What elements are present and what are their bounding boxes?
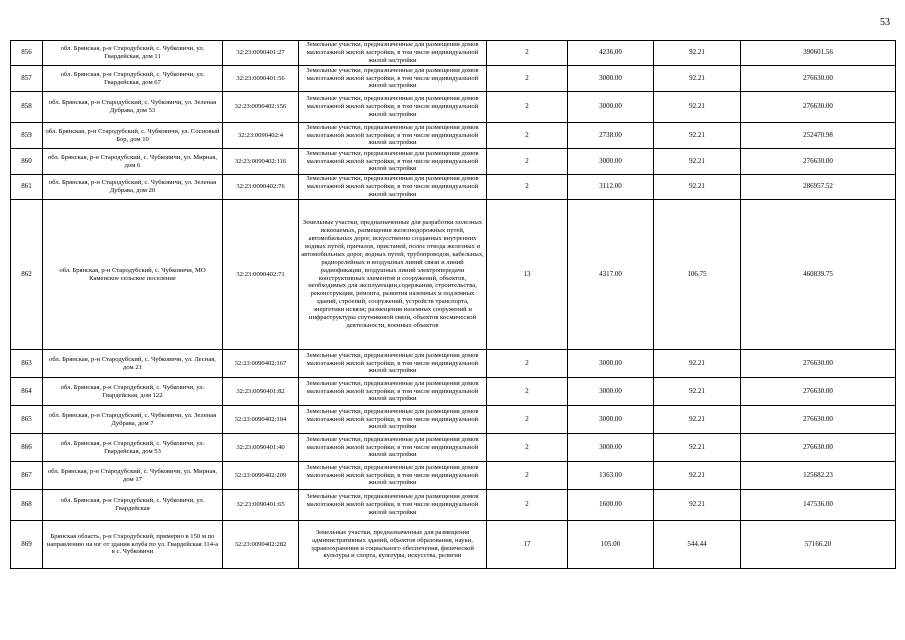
land-use-cell: Земельные участки, предназначенные для размещения домов малоэтажной жилой застройки, в том числе индивидуальной жилой застройки	[299, 350, 487, 378]
use-code-cell: 2	[487, 92, 568, 123]
use-code-cell: 2	[487, 149, 568, 175]
cadastral-value-cell: 147536.00	[741, 490, 896, 521]
land-use-cell: Земельные участки, предназначенные для размещения домов малоэтажной жилой застройки, в том числе индивидуальной жилой застройки	[299, 149, 487, 175]
cadastral-number-cell: 32:23:0090402:4	[223, 123, 299, 149]
cadastral-value-cell: 390601.56	[741, 41, 896, 66]
table-row	[11, 92, 896, 123]
row-number: 862	[11, 200, 43, 350]
page-number: 53	[880, 17, 890, 28]
land-use-cell: Земельные участки, предназначенные для размещения домов малоэтажной жилой застройки, в том числе индивидуальной жилой застройки	[299, 41, 487, 66]
row-number: 869	[11, 521, 43, 569]
use-code-cell: 2	[487, 350, 568, 378]
cadastral-number-cell: 32:23:0090402:71	[223, 200, 299, 350]
area-cell: 1600.00	[568, 490, 654, 521]
cadastral-value-cell: 252470.98	[741, 123, 896, 149]
rate-cell: 92.21	[654, 434, 741, 462]
cadastral-number-cell: 32:23:0090402:116	[223, 149, 299, 175]
row-number: 868	[11, 490, 43, 521]
rate-cell: 544.44	[654, 521, 741, 569]
rate-cell: 92.21	[654, 406, 741, 434]
cadastral-number-cell: 32:23:0090402:209	[223, 462, 299, 490]
address-cell: Брянская область, р-н Стародубский, примерно в 150 м по направлению на юг от здания клуба по ул. Гвардейская 114-а в с. Чубковичи	[43, 521, 223, 569]
area-cell: 2738.00	[568, 123, 654, 149]
area-cell: 3112.00	[568, 175, 654, 200]
land-use-cell: Земельные участки, предназначенные для размещения домов малоэтажной жилой застройки, в том числе индивидуальной жилой застройки	[299, 406, 487, 434]
land-use-cell: Земельные участки, предназначенные для размещения административных зданий, объектов образования, науки, здравоохранения и социального обеспечения, физической культуры и спорта, культуры, искусства, религии	[299, 521, 487, 569]
area-cell: 3000.00	[568, 434, 654, 462]
cadastral-number-cell: 32:23:0090402:156	[223, 92, 299, 123]
rate-cell: 92.21	[654, 149, 741, 175]
land-use-cell: Земельные участки, предназначенные для размещения домов малоэтажной жилой застройки, в том числе индивидуальной жилой застройки	[299, 66, 487, 92]
cadastral-number-cell: 32:23:0090401:56	[223, 66, 299, 92]
address-cell: обл. Брянская, р-н Стародубский, с. Чубковичи, ул. Зеленая Дубрава, дом 20	[43, 175, 223, 200]
use-code-cell: 2	[487, 123, 568, 149]
land-use-cell: Земельные участки, предназначенные для размещения домов малоэтажной жилой застройки, в том числе индивидуальной жилой застройки	[299, 123, 487, 149]
cadastral-number-cell: 32:23:0090401:40	[223, 434, 299, 462]
cadastral-value-cell: 276630.00	[741, 92, 896, 123]
cadastral-value-cell: 276630.00	[741, 378, 896, 406]
table-row	[11, 200, 896, 350]
use-code-cell: 17	[487, 521, 568, 569]
cadastral-number-cell: 32:23:0090402:76	[223, 175, 299, 200]
cadastral-value-cell: 460839.75	[741, 200, 896, 350]
cadastral-value-cell: 57166.20	[741, 521, 896, 569]
area-cell: 3000.00	[568, 66, 654, 92]
address-cell: обл. Брянская, р-н Стародубский, с. Чубковичи, ул. Гвардейская, дом 11	[43, 41, 223, 66]
address-cell: обл. Брянская, р-н Стародубский, с. Чубковичи, ул. Зеленая Дубрава, дом 7	[43, 406, 223, 434]
table-row	[11, 350, 896, 378]
row-number: 861	[11, 175, 43, 200]
rate-cell: 92.21	[654, 92, 741, 123]
row-number: 858	[11, 92, 43, 123]
land-use-cell: Земельные участки, предназначенные для размещения домов малоэтажной жилой застройки, в том числе индивидуальной жилой застройки	[299, 175, 487, 200]
cadastral-number-cell: 32:23:0090401:27	[223, 41, 299, 66]
row-number: 866	[11, 434, 43, 462]
area-cell: 3000.00	[568, 378, 654, 406]
rate-cell: 92.21	[654, 462, 741, 490]
row-number: 857	[11, 66, 43, 92]
use-code-cell: 2	[487, 462, 568, 490]
row-number: 859	[11, 123, 43, 149]
rate-cell: 92.21	[654, 350, 741, 378]
table-row	[11, 462, 896, 490]
use-code-cell: 2	[487, 175, 568, 200]
rate-cell: 106.75	[654, 200, 741, 350]
table-row	[11, 406, 896, 434]
rate-cell: 92.21	[654, 41, 741, 66]
address-cell: обл. Брянская, р-н Стародубский, с. Чубковичи, ул. Лесная, дом 21	[43, 350, 223, 378]
rate-cell: 92.21	[654, 378, 741, 406]
cadastral-value-cell: 276630.00	[741, 406, 896, 434]
row-number: 863	[11, 350, 43, 378]
address-cell: обл. Брянская, р-н Стародубский, с. Чубковичи, ул. Гвардейская, дом 122	[43, 378, 223, 406]
row-number: 865	[11, 406, 43, 434]
land-use-cell: Земельные участки, предназначенные для размещения домов малоэтажной жилой застройки, в том числе индивидуальной жилой застройки	[299, 378, 487, 406]
land-use-cell: Земельные участки, предназначенные для разработки полезных ископаемых, размещения железнодорожных путей, автомобильных дорог, искусственно созданных внутренних водных путей, причалов, пристаней, полос отвода железных и автомобильных дорог, водных путей, трубопроводов, кабельных, радиорелейных и воздушных линий связи и линий радиофикации, воздушных линий электропередачи конструктивных элементов и сооружений, объектов, необходимых для эксплуатации,содержания, строительства, реконструкции, ремонта, развития наземных и подземных зданий, строений, сооружений, устройств транспорта, энергетики исвязи; размещения наземных сооружений и инфраструктуры спутниковой связи, объектов космической деятельности, военных объектов	[299, 200, 487, 350]
cadastral-value-cell: 276630.00	[741, 350, 896, 378]
land-use-cell: Земельные участки, предназначенные для размещения домов малоэтажной жилой застройки, в том числе индивидуальной жилой застройки	[299, 490, 487, 521]
area-cell: 4317.00	[568, 200, 654, 350]
area-cell: 4236.00	[568, 41, 654, 66]
use-code-cell: 2	[487, 378, 568, 406]
address-cell: обл. Брянская, р-н Стародубский, с. Чубковичи, ул. Сосновый Бор, дом 10	[43, 123, 223, 149]
land-registry-table	[10, 40, 896, 569]
cadastral-value-cell: 125682.23	[741, 462, 896, 490]
table-row	[11, 175, 896, 200]
rate-cell: 92.21	[654, 175, 741, 200]
cadastral-value-cell: 276630.00	[741, 149, 896, 175]
area-cell: 1363.00	[568, 462, 654, 490]
table-row	[11, 434, 896, 462]
cadastral-number-cell: 32:23:0090402:104	[223, 406, 299, 434]
land-use-cell: Земельные участки, предназначенные для размещения домов малоэтажной жилой застройки, в том числе индивидуальной жилой застройки	[299, 92, 487, 123]
address-cell: обл. Брянская, р-н Стародубский, с. Чубковичи, ул. Гвардейская, дом 67	[43, 66, 223, 92]
address-cell: обл. Брянская, р-н Стародубский, с. Чубковичи, ул. Мирная, дом 17	[43, 462, 223, 490]
area-cell: 3000.00	[568, 406, 654, 434]
use-code-cell: 13	[487, 200, 568, 350]
cadastral-number-cell: 32:23:0090402:167	[223, 350, 299, 378]
use-code-cell: 2	[487, 66, 568, 92]
rate-cell: 92.21	[654, 490, 741, 521]
address-cell: обл. Брянская, р-н Стародубский, с. Чубковичи, ул. Гвардейская	[43, 490, 223, 521]
table-row	[11, 149, 896, 175]
land-use-cell: Земельные участки, предназначенные для размещения домов малоэтажной жилой застройки, в том числе индивидуальной жилой застройки	[299, 462, 487, 490]
row-number: 860	[11, 149, 43, 175]
row-number: 856	[11, 41, 43, 66]
address-cell: обл. Брянская, р-н Стародубский, с. Чубковичи, ул. Мирная, дом 6	[43, 149, 223, 175]
row-number: 864	[11, 378, 43, 406]
land-use-cell: Земельные участки, предназначенные для размещения домов малоэтажной жилой застройки, в том числе индивидуальной жилой застройки	[299, 434, 487, 462]
cadastral-number-cell: 32:23:0090402:282	[223, 521, 299, 569]
use-code-cell: 2	[487, 434, 568, 462]
area-cell: 3000.00	[568, 149, 654, 175]
table-row	[11, 521, 896, 569]
table-row	[11, 66, 896, 92]
cadastral-value-cell: 276630.00	[741, 434, 896, 462]
cadastral-number-cell: 32:23:0090401:65	[223, 490, 299, 521]
use-code-cell: 2	[487, 406, 568, 434]
address-cell: обл. Брянская, р-н Стародубский, с. Чубковичи, ул. Гвардейская, дом 53	[43, 434, 223, 462]
address-cell: обл. Брянская, р-н Стародубский, с. Чубковичи, МО Каменское сельское поселение	[43, 200, 223, 350]
area-cell: 105.00	[568, 521, 654, 569]
cadastral-number-cell: 32:23:0090401:82	[223, 378, 299, 406]
table-body	[11, 41, 896, 569]
rate-cell: 92.21	[654, 123, 741, 149]
row-number: 867	[11, 462, 43, 490]
area-cell: 3000.00	[568, 92, 654, 123]
table-row	[11, 123, 896, 149]
cadastral-value-cell: 286957.52	[741, 175, 896, 200]
table-row	[11, 378, 896, 406]
area-cell: 3000.00	[568, 350, 654, 378]
rate-cell: 92.21	[654, 66, 741, 92]
address-cell: обл. Брянская, р-н Стародубский, с. Чубковичи, ул. Зеленая Дубрава, дом 53	[43, 92, 223, 123]
use-code-cell: 2	[487, 41, 568, 66]
table-row	[11, 490, 896, 521]
cadastral-value-cell: 276630.00	[741, 66, 896, 92]
table-row	[11, 41, 896, 66]
use-code-cell: 2	[487, 490, 568, 521]
